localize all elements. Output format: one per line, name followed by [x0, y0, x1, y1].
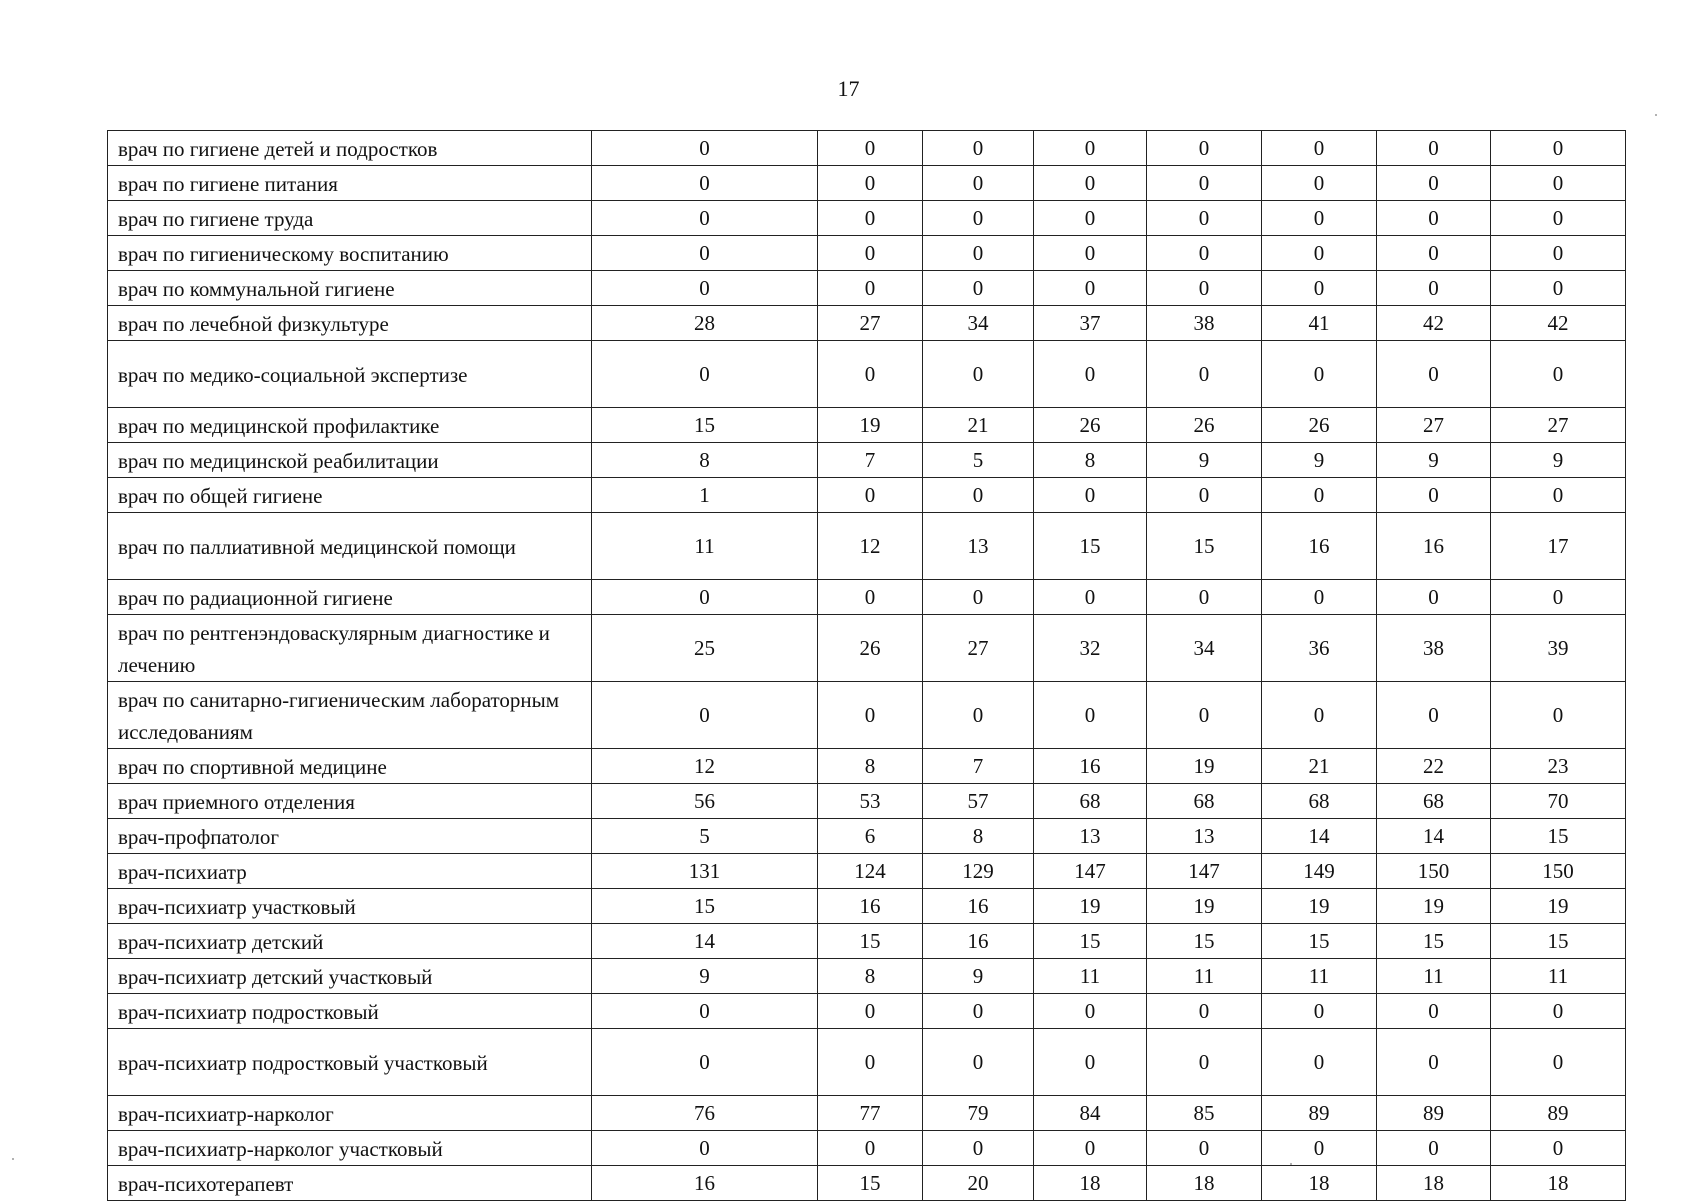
- value-cell: 0: [1491, 994, 1626, 1029]
- value-cell: 0: [1147, 201, 1262, 236]
- table-row: [108, 784, 1626, 819]
- value-cell: 0: [592, 131, 818, 166]
- value-cell: 15: [1377, 924, 1491, 959]
- value-cell: 21: [1262, 749, 1377, 784]
- value-cell: 19: [1034, 889, 1147, 924]
- value-cell: 15: [1147, 513, 1262, 580]
- value-cell: 0: [1262, 341, 1377, 408]
- value-cell: 23: [1491, 749, 1626, 784]
- value-cell: 42: [1377, 306, 1491, 341]
- value-cell: 26: [1262, 408, 1377, 443]
- table-row: [108, 478, 1626, 513]
- value-cell: 0: [592, 236, 818, 271]
- table-row: [108, 615, 1626, 682]
- value-cell: 129: [923, 854, 1034, 889]
- value-cell: 8: [818, 749, 923, 784]
- table-row: [108, 749, 1626, 784]
- value-cell: 147: [1034, 854, 1147, 889]
- table-row: [108, 994, 1626, 1029]
- value-cell: 19: [818, 408, 923, 443]
- value-cell: 8: [1034, 443, 1147, 478]
- table-row: [108, 924, 1626, 959]
- value-cell: 0: [923, 341, 1034, 408]
- row-label: врач по гигиене питания: [108, 166, 592, 201]
- value-cell: 131: [592, 854, 818, 889]
- value-cell: 0: [1491, 201, 1626, 236]
- table-row: [108, 271, 1626, 306]
- value-cell: 0: [1377, 341, 1491, 408]
- value-cell: 15: [592, 889, 818, 924]
- value-cell: 0: [1147, 994, 1262, 1029]
- value-cell: 0: [818, 682, 923, 749]
- value-cell: 89: [1262, 1096, 1377, 1131]
- table-row: [108, 201, 1626, 236]
- value-cell: 39: [1491, 615, 1626, 682]
- value-cell: 0: [923, 994, 1034, 1029]
- row-label: врач по медико-социальной экспертизе: [108, 341, 592, 408]
- value-cell: 38: [1147, 306, 1262, 341]
- value-cell: 0: [1147, 131, 1262, 166]
- value-cell: 32: [1034, 615, 1147, 682]
- value-cell: 14: [1262, 819, 1377, 854]
- value-cell: 0: [923, 1029, 1034, 1096]
- value-cell: 0: [1034, 131, 1147, 166]
- value-cell: 26: [1034, 408, 1147, 443]
- value-cell: 0: [1262, 1029, 1377, 1096]
- value-cell: 77: [818, 1096, 923, 1131]
- value-cell: 13: [923, 513, 1034, 580]
- value-cell: 11: [1377, 959, 1491, 994]
- value-cell: 0: [1491, 1131, 1626, 1166]
- value-cell: 27: [923, 615, 1034, 682]
- value-cell: 68: [1147, 784, 1262, 819]
- value-cell: 0: [592, 994, 818, 1029]
- value-cell: 0: [592, 166, 818, 201]
- value-cell: 0: [1034, 341, 1147, 408]
- row-label: врач-психиатр: [108, 854, 592, 889]
- value-cell: 0: [923, 131, 1034, 166]
- table-row: [108, 889, 1626, 924]
- value-cell: 9: [923, 959, 1034, 994]
- value-cell: 15: [592, 408, 818, 443]
- value-cell: 0: [1377, 201, 1491, 236]
- table-row: [108, 341, 1626, 408]
- value-cell: 5: [923, 443, 1034, 478]
- value-cell: 68: [1377, 784, 1491, 819]
- row-label: врач по гигиеническому воспитанию: [108, 236, 592, 271]
- value-cell: 0: [1034, 580, 1147, 615]
- value-cell: 0: [818, 1029, 923, 1096]
- row-label: врач по гигиене детей и подростков: [108, 131, 592, 166]
- value-cell: 0: [1147, 1029, 1262, 1096]
- value-cell: 150: [1377, 854, 1491, 889]
- value-cell: 0: [818, 236, 923, 271]
- value-cell: 18: [1377, 1166, 1491, 1201]
- row-label: врач по рентгенэндоваскулярным диагностике и лечению: [108, 615, 592, 682]
- value-cell: 0: [923, 1131, 1034, 1166]
- value-cell: 9: [1377, 443, 1491, 478]
- value-cell: 0: [1147, 271, 1262, 306]
- value-cell: 8: [592, 443, 818, 478]
- value-cell: 16: [818, 889, 923, 924]
- value-cell: 0: [1377, 994, 1491, 1029]
- value-cell: 12: [592, 749, 818, 784]
- value-cell: 84: [1034, 1096, 1147, 1131]
- value-cell: 0: [1034, 682, 1147, 749]
- value-cell: 13: [1034, 819, 1147, 854]
- row-label: врач-психиатр подростковый участковый: [108, 1029, 592, 1096]
- value-cell: 34: [1147, 615, 1262, 682]
- value-cell: 16: [923, 924, 1034, 959]
- value-cell: 9: [592, 959, 818, 994]
- value-cell: 26: [1147, 408, 1262, 443]
- value-cell: 149: [1262, 854, 1377, 889]
- value-cell: 18: [1262, 1166, 1377, 1201]
- value-cell: 15: [1491, 819, 1626, 854]
- value-cell: 1: [592, 478, 818, 513]
- page-number: 17: [837, 76, 860, 101]
- value-cell: 11: [1262, 959, 1377, 994]
- value-cell: 16: [1034, 749, 1147, 784]
- value-cell: 0: [1262, 236, 1377, 271]
- value-cell: 15: [1262, 924, 1377, 959]
- row-label: врач-психиатр детский: [108, 924, 592, 959]
- value-cell: 22: [1377, 749, 1491, 784]
- value-cell: 0: [818, 201, 923, 236]
- value-cell: 0: [818, 478, 923, 513]
- table-row: [108, 1166, 1626, 1201]
- value-cell: 85: [1147, 1096, 1262, 1131]
- value-cell: 18: [1034, 1166, 1147, 1201]
- table-body: [108, 131, 1626, 1201]
- row-label: врач по радиационной гигиене: [108, 580, 592, 615]
- value-cell: 11: [1491, 959, 1626, 994]
- value-cell: 0: [1262, 1131, 1377, 1166]
- value-cell: 0: [592, 580, 818, 615]
- staffing-table: [107, 130, 1626, 1201]
- value-cell: 11: [1034, 959, 1147, 994]
- value-cell: 0: [818, 341, 923, 408]
- value-cell: 16: [1262, 513, 1377, 580]
- value-cell: 15: [818, 1166, 923, 1201]
- row-label: врач по паллиативной медицинской помощи: [108, 513, 592, 580]
- value-cell: 15: [1491, 924, 1626, 959]
- value-cell: 9: [1262, 443, 1377, 478]
- value-cell: 0: [923, 166, 1034, 201]
- table-row: [108, 131, 1626, 166]
- value-cell: 0: [592, 271, 818, 306]
- value-cell: 0: [1262, 201, 1377, 236]
- value-cell: 9: [1491, 443, 1626, 478]
- row-label: врач по лечебной физкультуре: [108, 306, 592, 341]
- value-cell: 16: [1377, 513, 1491, 580]
- value-cell: 0: [1377, 580, 1491, 615]
- value-cell: 0: [1491, 166, 1626, 201]
- value-cell: 68: [1262, 784, 1377, 819]
- value-cell: 0: [818, 166, 923, 201]
- value-cell: 89: [1377, 1096, 1491, 1131]
- value-cell: 0: [1147, 236, 1262, 271]
- value-cell: 0: [818, 271, 923, 306]
- value-cell: 34: [923, 306, 1034, 341]
- value-cell: 27: [1377, 408, 1491, 443]
- value-cell: 0: [592, 341, 818, 408]
- value-cell: 20: [923, 1166, 1034, 1201]
- value-cell: 27: [818, 306, 923, 341]
- value-cell: 15: [818, 924, 923, 959]
- scan-speck: [1290, 1163, 1292, 1165]
- value-cell: 0: [1491, 478, 1626, 513]
- value-cell: 57: [923, 784, 1034, 819]
- value-cell: 147: [1147, 854, 1262, 889]
- row-label: врач по медицинской реабилитации: [108, 443, 592, 478]
- value-cell: 19: [1262, 889, 1377, 924]
- value-cell: 0: [1262, 131, 1377, 166]
- value-cell: 0: [1147, 1131, 1262, 1166]
- value-cell: 15: [1034, 513, 1147, 580]
- value-cell: 37: [1034, 306, 1147, 341]
- value-cell: 26: [818, 615, 923, 682]
- value-cell: 0: [1491, 341, 1626, 408]
- value-cell: 0: [1034, 994, 1147, 1029]
- row-label: врач-психиатр детский участковый: [108, 959, 592, 994]
- value-cell: 0: [1262, 682, 1377, 749]
- value-cell: 124: [818, 854, 923, 889]
- table-row: [108, 580, 1626, 615]
- table-row: [108, 166, 1626, 201]
- value-cell: 11: [1147, 959, 1262, 994]
- value-cell: 0: [923, 271, 1034, 306]
- value-cell: 17: [1491, 513, 1626, 580]
- value-cell: 0: [1034, 478, 1147, 513]
- value-cell: 0: [1377, 166, 1491, 201]
- value-cell: 0: [1147, 166, 1262, 201]
- table-row: [108, 1029, 1626, 1096]
- value-cell: 70: [1491, 784, 1626, 819]
- value-cell: 0: [1147, 682, 1262, 749]
- value-cell: 0: [1377, 1131, 1491, 1166]
- value-cell: 28: [592, 306, 818, 341]
- row-label: врач по медицинской профилактике: [108, 408, 592, 443]
- value-cell: 19: [1147, 749, 1262, 784]
- value-cell: 0: [1491, 682, 1626, 749]
- scan-speck: [1655, 114, 1657, 116]
- value-cell: 0: [818, 994, 923, 1029]
- value-cell: 36: [1262, 615, 1377, 682]
- row-label: врач-психотерапевт: [108, 1166, 592, 1201]
- value-cell: 0: [1491, 580, 1626, 615]
- table-row: [108, 1096, 1626, 1131]
- value-cell: 13: [1147, 819, 1262, 854]
- scan-speck: [12, 1158, 14, 1160]
- table-row: [108, 854, 1626, 889]
- value-cell: 15: [1147, 924, 1262, 959]
- value-cell: 0: [818, 580, 923, 615]
- value-cell: 0: [592, 1029, 818, 1096]
- value-cell: 0: [1262, 580, 1377, 615]
- row-label: врач по общей гигиене: [108, 478, 592, 513]
- value-cell: 27: [1491, 408, 1626, 443]
- value-cell: 0: [923, 236, 1034, 271]
- value-cell: 16: [923, 889, 1034, 924]
- value-cell: 0: [923, 478, 1034, 513]
- value-cell: 8: [818, 959, 923, 994]
- value-cell: 0: [1034, 1029, 1147, 1096]
- value-cell: 8: [923, 819, 1034, 854]
- value-cell: 79: [923, 1096, 1034, 1131]
- row-label: врач-профпатолог: [108, 819, 592, 854]
- value-cell: 25: [592, 615, 818, 682]
- value-cell: 0: [1262, 271, 1377, 306]
- value-cell: 0: [818, 1131, 923, 1166]
- value-cell: 0: [1262, 478, 1377, 513]
- value-cell: 0: [818, 131, 923, 166]
- value-cell: 7: [818, 443, 923, 478]
- value-cell: 18: [1491, 1166, 1626, 1201]
- value-cell: 0: [1491, 236, 1626, 271]
- value-cell: 89: [1491, 1096, 1626, 1131]
- value-cell: 0: [1147, 580, 1262, 615]
- value-cell: 14: [592, 924, 818, 959]
- table-row: [108, 959, 1626, 994]
- value-cell: 0: [1262, 994, 1377, 1029]
- value-cell: 16: [592, 1166, 818, 1201]
- value-cell: 0: [1491, 271, 1626, 306]
- row-label: врач-психиатр подростковый: [108, 994, 592, 1029]
- row-label: врач-психиатр-нарколог участковый: [108, 1131, 592, 1166]
- value-cell: 0: [1377, 1029, 1491, 1096]
- table-row: [108, 682, 1626, 749]
- value-cell: 0: [1147, 341, 1262, 408]
- table-row: [108, 1131, 1626, 1166]
- value-cell: 42: [1491, 306, 1626, 341]
- value-cell: 5: [592, 819, 818, 854]
- table-row: [108, 513, 1626, 580]
- value-cell: 6: [818, 819, 923, 854]
- value-cell: 76: [592, 1096, 818, 1131]
- value-cell: 19: [1147, 889, 1262, 924]
- value-cell: 0: [592, 201, 818, 236]
- value-cell: 9: [1147, 443, 1262, 478]
- value-cell: 15: [1034, 924, 1147, 959]
- value-cell: 0: [1491, 131, 1626, 166]
- value-cell: 19: [1377, 889, 1491, 924]
- value-cell: 19: [1491, 889, 1626, 924]
- table-row: [108, 408, 1626, 443]
- value-cell: 0: [1147, 478, 1262, 513]
- value-cell: 0: [1377, 131, 1491, 166]
- value-cell: 0: [1034, 201, 1147, 236]
- value-cell: 38: [1377, 615, 1491, 682]
- value-cell: 21: [923, 408, 1034, 443]
- table-row: [108, 236, 1626, 271]
- value-cell: 0: [1377, 271, 1491, 306]
- value-cell: 0: [1262, 166, 1377, 201]
- value-cell: 150: [1491, 854, 1626, 889]
- value-cell: 0: [1034, 271, 1147, 306]
- value-cell: 0: [923, 580, 1034, 615]
- value-cell: 0: [1034, 236, 1147, 271]
- value-cell: 0: [1491, 1029, 1626, 1096]
- value-cell: 11: [592, 513, 818, 580]
- value-cell: 0: [1377, 236, 1491, 271]
- row-label: врач приемного отделения: [108, 784, 592, 819]
- value-cell: 0: [923, 682, 1034, 749]
- value-cell: 53: [818, 784, 923, 819]
- table-row: [108, 819, 1626, 854]
- value-cell: 7: [923, 749, 1034, 784]
- value-cell: 0: [592, 1131, 818, 1166]
- value-cell: 0: [1034, 166, 1147, 201]
- row-label: врач по гигиене труда: [108, 201, 592, 236]
- value-cell: 56: [592, 784, 818, 819]
- value-cell: 18: [1147, 1166, 1262, 1201]
- value-cell: 68: [1034, 784, 1147, 819]
- row-label: врач по коммунальной гигиене: [108, 271, 592, 306]
- value-cell: 12: [818, 513, 923, 580]
- table-row: [108, 443, 1626, 478]
- row-label: врач по спортивной медицине: [108, 749, 592, 784]
- value-cell: 0: [1034, 1131, 1147, 1166]
- row-label: врач-психиатр участковый: [108, 889, 592, 924]
- value-cell: 14: [1377, 819, 1491, 854]
- value-cell: 0: [1377, 478, 1491, 513]
- table-row: [108, 306, 1626, 341]
- value-cell: 0: [1377, 682, 1491, 749]
- value-cell: 0: [923, 201, 1034, 236]
- row-label: врач-психиатр-нарколог: [108, 1096, 592, 1131]
- row-label: врач по санитарно-гигиеническим лабораторным исследованиям: [108, 682, 592, 749]
- value-cell: 41: [1262, 306, 1377, 341]
- value-cell: 0: [592, 682, 818, 749]
